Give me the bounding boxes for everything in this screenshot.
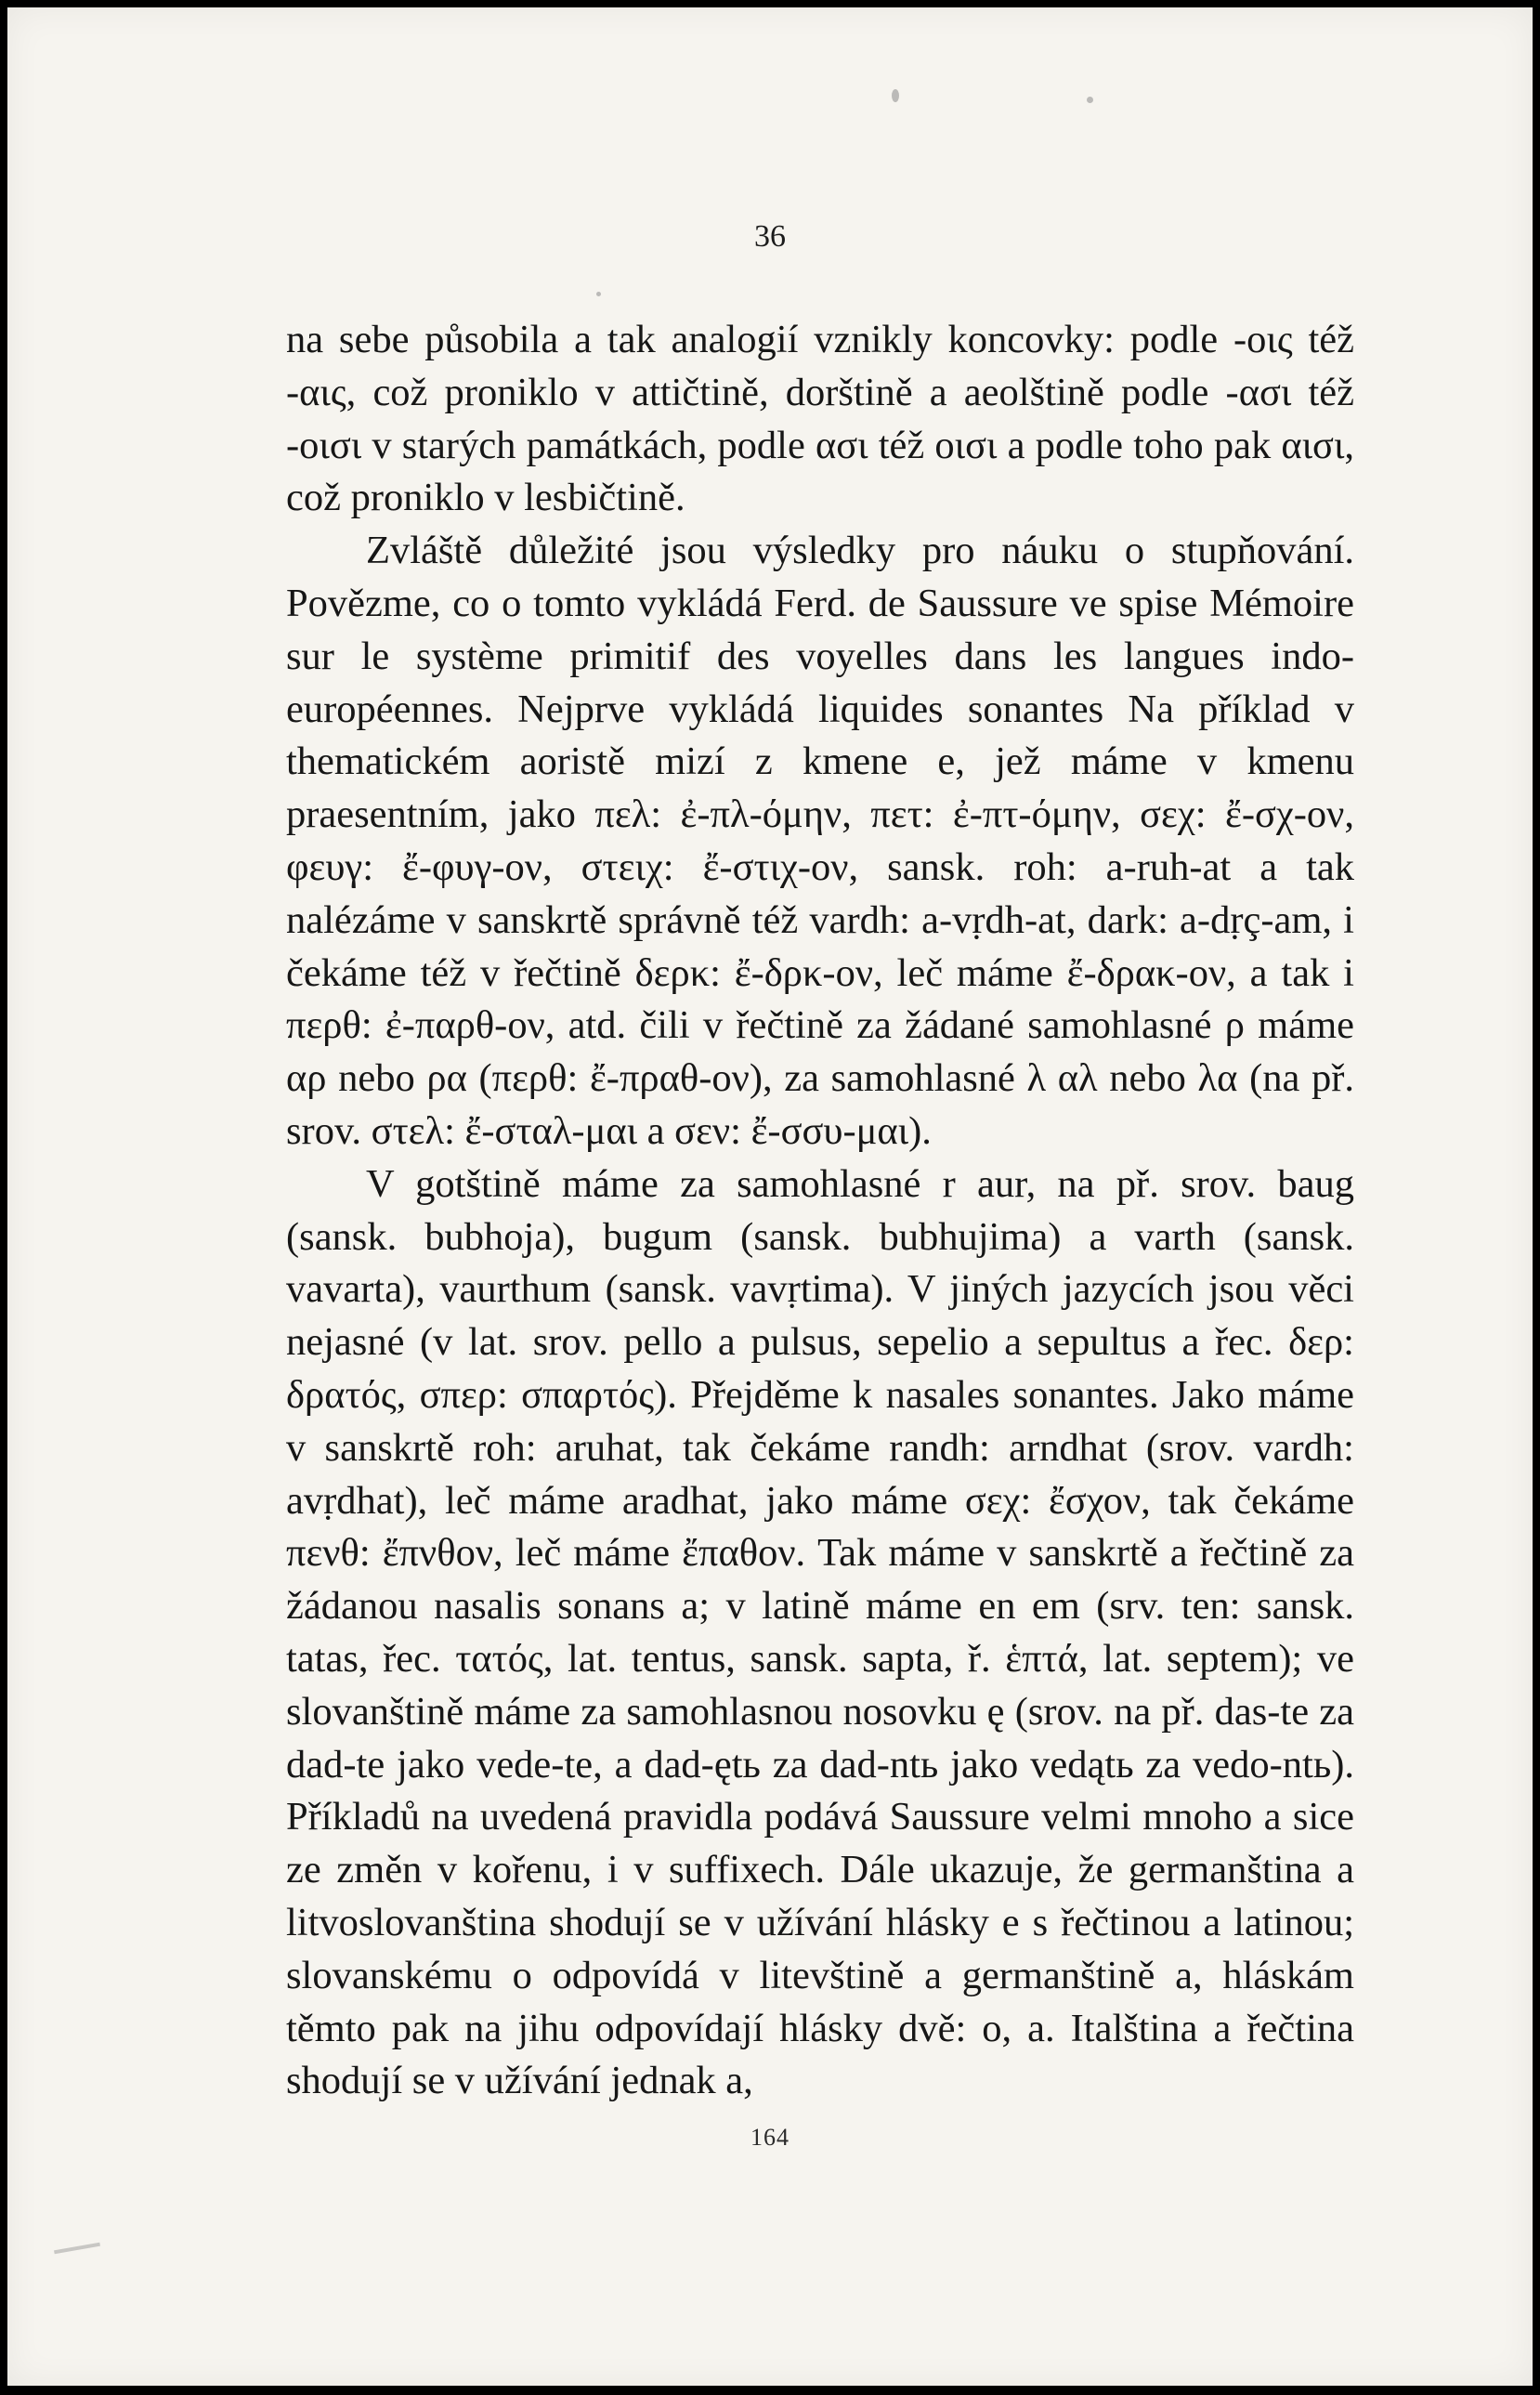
scan-speck xyxy=(892,89,899,102)
scanned-page xyxy=(7,7,1533,2386)
paragraph-stupnovani: Zvláště důležité jsou výsledky pro náuku o stupňování. Povězme, co o tomto vykládá Ferd. de Saussure ve spise Mémoire sur le système primitif des voyelles dans les langues indo-européennes. Nejprve vykládá liquides sonantes Na příklad v thematickém aoristě mizí z kmene e, jež máme v kmenu praesentním, jako πελ: ἐ-πλ-όμην, πετ: ἐ-πτ-όμην, σεχ: ἔ-σχ-ον, φευγ: ἔ-φυγ-ον, στειχ: ἔ-στιχ-ον, sansk. roh: a-ruh-at a tak nalézáme v sanskrtě správně též vardh: a-vṛdh-at, dark: a-dṛç-am, i čekáme též v řečtině δερκ: ἔ-δρκ-ον, leč máme ἔ-δρακ-ον, a tak i περθ: ἐ-παρθ-ον, atd. čili v řečtině za žádané samohlasné ρ máme αρ nebo ρα (περθ: ἔ-πραθ-ον), za samohlasné λ αλ nebo λα (na př. srov. στελ: ἔ-σταλ-μαι a σεν: ἔ-σσυ-μαι). xyxy=(286,529,1354,1153)
scan-mark xyxy=(54,2243,100,2255)
body-text xyxy=(286,314,1354,2108)
paragraph-gotstina: V gotštině máme za samohlasné r aur, na př. srov. baug (sansk. bubhoja), bugum (sansk. bubhujima) a varth (sansk. vavarta), vaurthum (sansk. vavṛtima). V jiných jazycích jsou věci nejasné (v lat. srov. pello a pulsus, sepelio a sepultus a řec. δερ: δρατός, σπερ: σπαρτός). Přejděme k nasales sonantes. Jako máme v sanskrtě roh: aruhat, tak čekáme randh: arndhat (srov. vardh: avṛdhat), leč máme aradhat, jako máme σεχ: ἔσχον, tak čekáme πενθ: ἔπνθον, leč máme ἔπαθον. Tak máme v sanskrtě a řečtině za žádanou nasalis sonans a; v latině máme en em (srv. ten: sansk. tatas, řec. τατός, lat. tentus, sansk. sapta, ř. ἑπτά, lat. septem); ve slovanštině máme za samohlasnou nosovku ę (srov. na př. das-te za dad-te jako vede-te, a dad-ętь za dad-ntь jako vedątь za vedo-ntь). Příkladů na uvedená pravidla podává Saussure velmi mnoho a sice ze změn v kořenu, i v suffixech. Dále ukazuje, že germanština a litvoslovanština shodují se v užívání hlásky e s řečtinou a latinou; slovanskému o odpovídá v litevštině a germanštině a, hláskám těmto pak na jihu odpovídají hlásky dvě: o, a. Italština a řečtina shodují se v užívání jednak a, xyxy=(286,1161,1354,2103)
printer-signature: 164 xyxy=(750,2124,790,2151)
page-number: 36 xyxy=(754,219,786,254)
scan-speck xyxy=(596,292,601,296)
paragraph-continuation: na sebe působila a tak analogií vznikly koncovky: podle -οις též -αις, což proniklo v attičtině, dorštině a aeolštině podle -ασι též -οισι v starých památkách, podle ασι též οισι a podle toho pak αισι, což proniklo v lesbičtině. xyxy=(286,318,1354,520)
scan-speck xyxy=(1087,97,1093,103)
